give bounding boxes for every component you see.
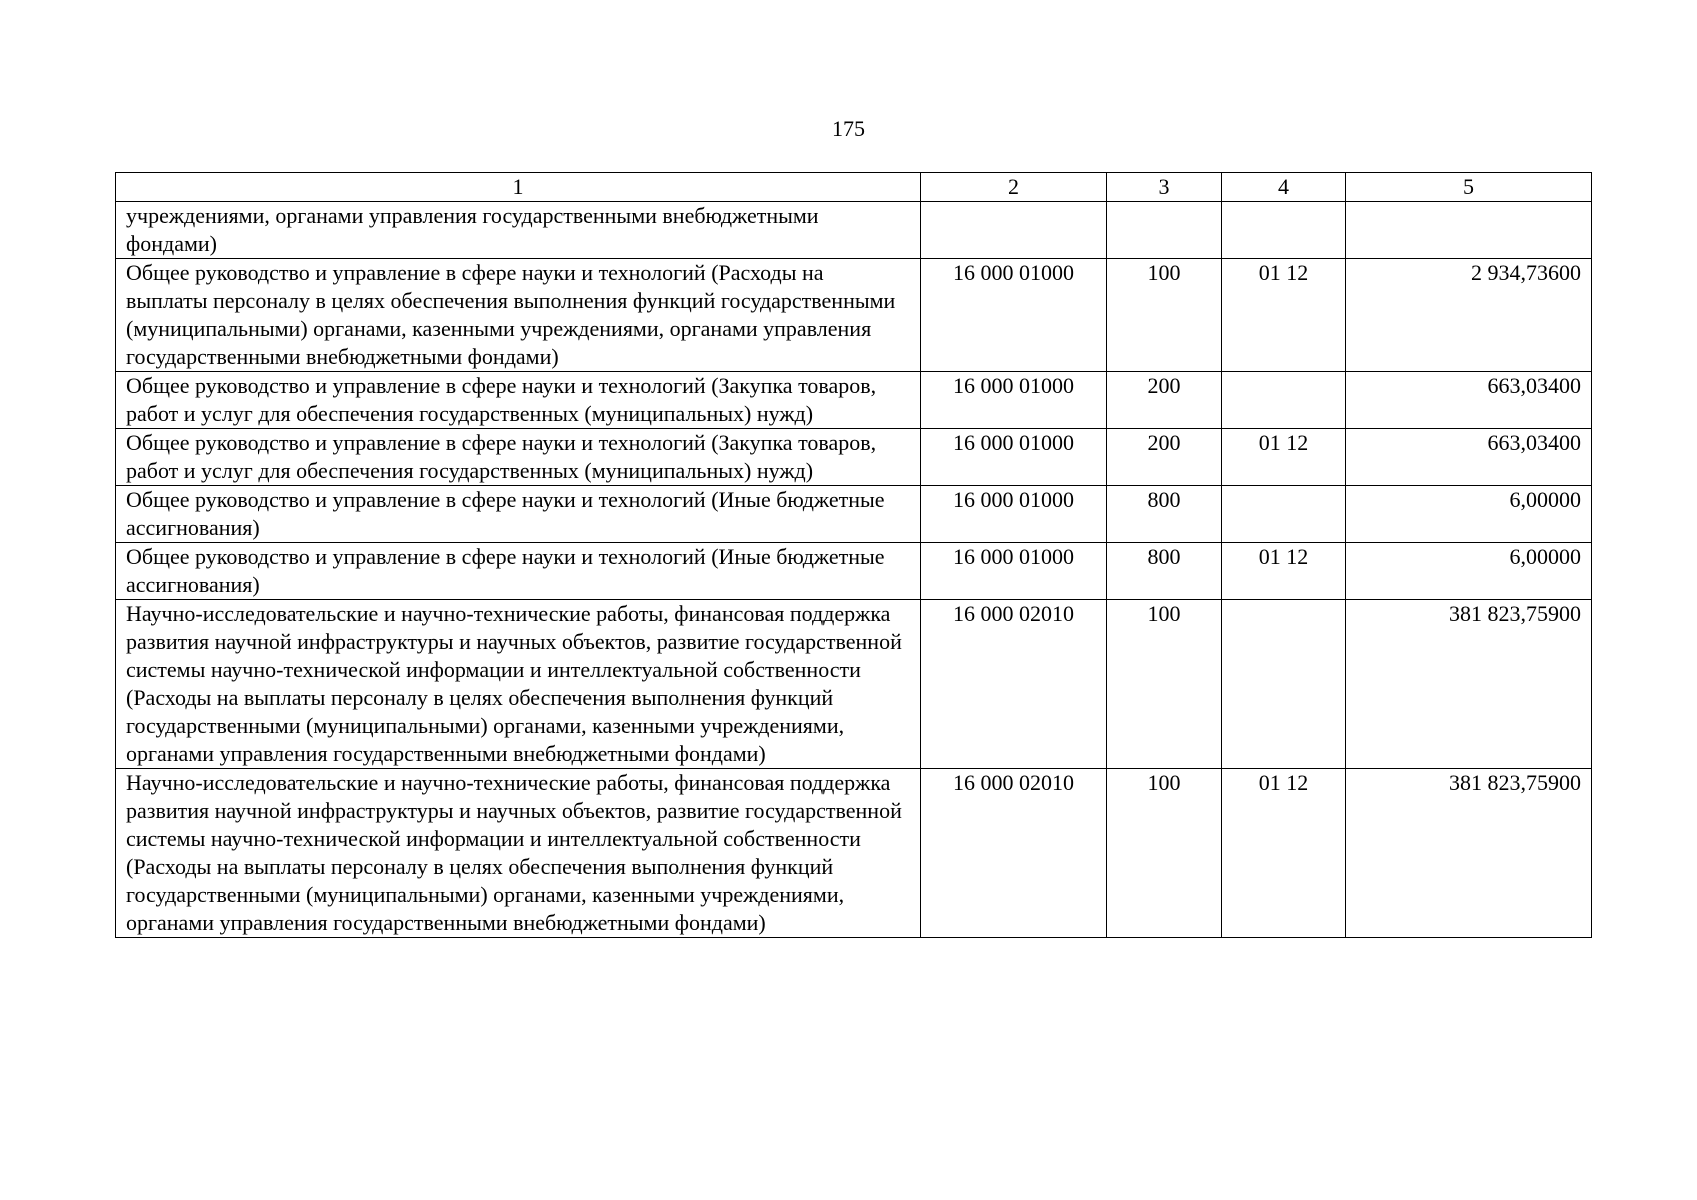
row-amount: 663,03400 (1346, 429, 1592, 486)
row-amount: 6,00000 (1346, 543, 1592, 600)
table-row (116, 769, 1592, 938)
row-amount: 2 934,73600 (1346, 259, 1592, 372)
column-header-5: 5 (1346, 173, 1592, 202)
column-header-4: 4 (1222, 173, 1346, 202)
budget-table (115, 172, 1592, 938)
row-target-code: 16 000 01000 (921, 429, 1107, 486)
row-description: Общее руководство и управление в сфере науки и технологий (Расходы на выплаты персоналу в целях обеспечения выполнения функций государственными (муниципальными) органами, казенными учреждениями, органами управления государственными внебюджетными фондами) (116, 259, 921, 372)
column-header-1: 1 (116, 173, 921, 202)
row-expense-code (1107, 202, 1222, 259)
row-section-code (1222, 202, 1346, 259)
column-header-3: 3 (1107, 173, 1222, 202)
table-row (116, 372, 1592, 429)
row-target-code: 16 000 02010 (921, 600, 1107, 769)
row-section-code (1222, 372, 1346, 429)
row-expense-code: 200 (1107, 372, 1222, 429)
row-expense-code: 100 (1107, 259, 1222, 372)
row-expense-code: 100 (1107, 600, 1222, 769)
table-row (116, 202, 1592, 259)
row-description: Общее руководство и управление в сфере науки и технологий (Иные бюджетные ассигнования) (116, 486, 921, 543)
header-row (116, 173, 1592, 202)
row-description: Общее руководство и управление в сфере науки и технологий (Закупка товаров, работ и услуг для обеспечения государственных (муниципальных) нужд) (116, 372, 921, 429)
page-number: 175 (832, 116, 865, 141)
row-target-code (921, 202, 1107, 259)
table-row (116, 259, 1592, 372)
table-body (116, 202, 1592, 938)
row-target-code: 16 000 01000 (921, 543, 1107, 600)
row-section-code (1222, 486, 1346, 543)
row-description: Общее руководство и управление в сфере науки и технологий (Иные бюджетные ассигнования) (116, 543, 921, 600)
row-amount: 381 823,75900 (1346, 600, 1592, 769)
table-row (116, 429, 1592, 486)
column-header-2: 2 (921, 173, 1107, 202)
row-description: Научно-исследовательские и научно-технические работы, финансовая поддержка развития научной инфраструктуры и научных объектов, развитие государственной системы научно-технической информации и интеллектуальной собственности (Расходы на выплаты персоналу в целях обеспечения выполнения функций государственными (муниципальными) органами, казенными учреждениями, органами управления государственными внебюджетными фондами) (116, 769, 921, 938)
row-amount: 381 823,75900 (1346, 769, 1592, 938)
table-header (116, 173, 1592, 202)
row-description: Научно-исследовательские и научно-технические работы, финансовая поддержка развития научной инфраструктуры и научных объектов, развитие государственной системы научно-технической информации и интеллектуальной собственности (Расходы на выплаты персоналу в целях обеспечения выполнения функций государственными (муниципальными) органами, казенными учреждениями, органами управления государственными внебюджетными фондами) (116, 600, 921, 769)
row-expense-code: 800 (1107, 486, 1222, 543)
row-target-code: 16 000 01000 (921, 372, 1107, 429)
row-section-code (1222, 600, 1346, 769)
row-section-code: 01 12 (1222, 543, 1346, 600)
table-row (116, 486, 1592, 543)
row-expense-code: 200 (1107, 429, 1222, 486)
row-expense-code: 800 (1107, 543, 1222, 600)
row-target-code: 16 000 01000 (921, 486, 1107, 543)
row-section-code: 01 12 (1222, 429, 1346, 486)
row-amount (1346, 202, 1592, 259)
row-description: Общее руководство и управление в сфере науки и технологий (Закупка товаров, работ и услуг для обеспечения государственных (муниципальных) нужд) (116, 429, 921, 486)
row-section-code: 01 12 (1222, 769, 1346, 938)
row-amount: 6,00000 (1346, 486, 1592, 543)
table-row (116, 600, 1592, 769)
row-amount: 663,03400 (1346, 372, 1592, 429)
row-target-code: 16 000 02010 (921, 769, 1107, 938)
row-target-code: 16 000 01000 (921, 259, 1107, 372)
row-expense-code: 100 (1107, 769, 1222, 938)
table-row (116, 543, 1592, 600)
row-description: учреждениями, органами управления государственными внебюджетными фондами) (116, 202, 921, 259)
row-section-code: 01 12 (1222, 259, 1346, 372)
